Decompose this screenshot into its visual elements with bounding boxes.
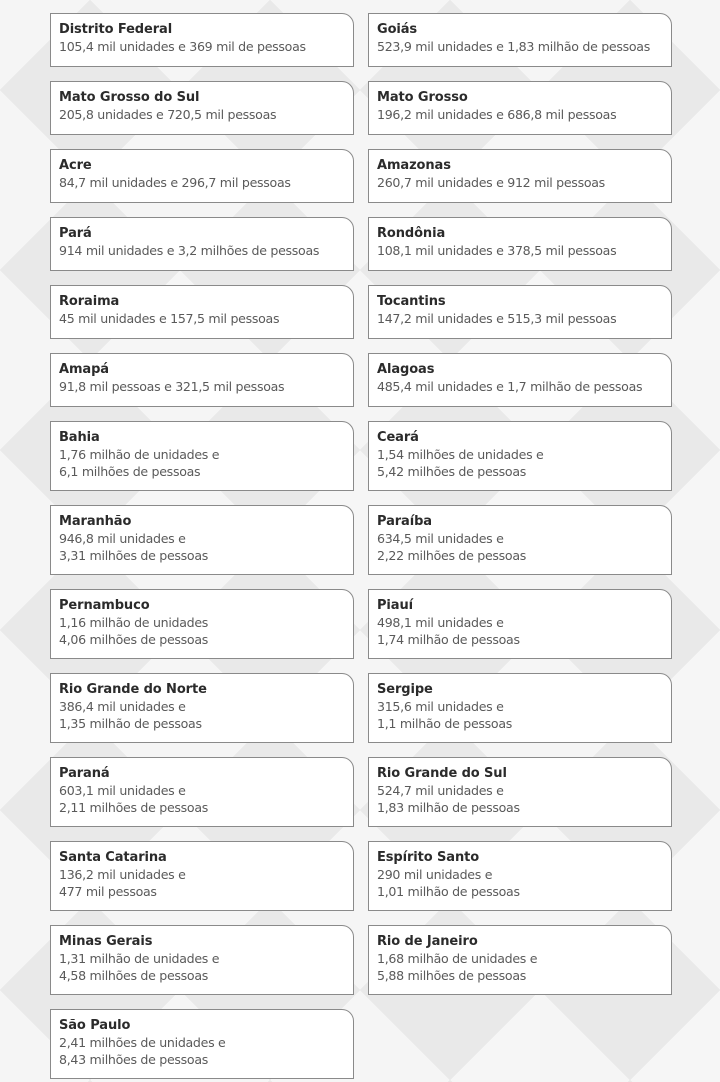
state-stats-line: 1,83 milhão de pessoas: [377, 800, 520, 815]
state-stats-line: 386,4 mil unidades e: [59, 699, 186, 714]
state-card: [50, 925, 354, 995]
state-stats-line: 147,2 mil unidades e 515,3 mil pessoas: [377, 311, 617, 326]
state-card: [50, 1009, 354, 1079]
state-name: Pará: [59, 226, 92, 241]
state-stats-line: 4,58 milhões de pessoas: [59, 968, 209, 983]
state-stats-line: 1,31 milhão de unidades e: [59, 951, 220, 966]
state-stats-line: 523,9 mil unidades e 1,83 milhão de pessoas: [377, 39, 650, 54]
state-card: [50, 353, 354, 407]
state-card: [368, 841, 672, 911]
state-name: Ceará: [377, 430, 419, 445]
state-card: [50, 149, 354, 203]
state-card: [50, 673, 354, 743]
state-name: Paraná: [59, 766, 110, 781]
state-name: Santa Catarina: [59, 850, 167, 865]
state-stats-line: 1,35 milhão de pessoas: [59, 716, 202, 731]
state-card: [50, 505, 354, 575]
state-card: [50, 217, 354, 271]
state-stats-line: 2,11 milhões de pessoas: [59, 800, 209, 815]
state-stats-line: 946,8 mil unidades e: [59, 531, 186, 546]
state-card: [368, 217, 672, 271]
state-stats-line: 5,88 milhões de pessoas: [377, 968, 527, 983]
state-stats-line: 1,54 milhões de unidades e: [377, 447, 544, 462]
state-card: [368, 421, 672, 491]
state-name: Sergipe: [377, 682, 433, 697]
state-card: [368, 925, 672, 995]
state-stats-line: 6,1 milhões de pessoas: [59, 464, 201, 479]
state-stats-line: 1,76 milhão de unidades e: [59, 447, 220, 462]
state-card: [50, 421, 354, 491]
state-name: São Paulo: [59, 1018, 131, 1033]
state-name: Amazonas: [377, 158, 451, 173]
state-card: [50, 285, 354, 339]
state-stats-line: 108,1 mil unidades e 378,5 mil pessoas: [377, 243, 617, 258]
state-card: [368, 589, 672, 659]
state-stats-line: 1,74 milhão de pessoas: [377, 632, 520, 647]
state-name: Bahia: [59, 430, 100, 445]
state-stats-line: 8,43 milhões de pessoas: [59, 1052, 209, 1067]
state-name: Distrito Federal: [59, 22, 173, 37]
state-stats-line: 1,01 milhão de pessoas: [377, 884, 520, 899]
state-card: [368, 81, 672, 135]
state-card: [368, 353, 672, 407]
state-stats-line: 84,7 mil unidades e 296,7 mil pessoas: [59, 175, 291, 190]
state-card: [50, 81, 354, 135]
state-name: Acre: [59, 158, 92, 173]
state-stats-line: 1,68 milhão de unidades e: [377, 951, 538, 966]
state-stats-line: 91,8 mil pessoas e 321,5 mil pessoas: [59, 379, 285, 394]
state-card: [368, 285, 672, 339]
state-name: Tocantins: [377, 294, 446, 309]
state-stats-line: 2,41 milhões de unidades e: [59, 1035, 226, 1050]
state-stats-line: 914 mil unidades e 3,2 milhões de pessoas: [59, 243, 320, 258]
state-stats-line: 45 mil unidades e 157,5 mil pessoas: [59, 311, 280, 326]
state-name: Goiás: [377, 22, 418, 37]
state-stats-line: 3,31 milhões de pessoas: [59, 548, 209, 563]
state-name: Minas Gerais: [59, 934, 153, 949]
state-stats-line: 498,1 mil unidades e: [377, 615, 504, 630]
state-stats-line: 634,5 mil unidades e: [377, 531, 504, 546]
state-name: Maranhão: [59, 514, 132, 529]
state-stats-line: 205,8 unidades e 720,5 mil pessoas: [59, 107, 277, 122]
state-card: [50, 13, 354, 67]
state-card: [50, 841, 354, 911]
state-name: Rio Grande do Norte: [59, 682, 207, 697]
state-name: Rondônia: [377, 226, 446, 241]
state-stats-line: 290 mil unidades e: [377, 867, 493, 882]
state-card: [50, 757, 354, 827]
state-card: [368, 149, 672, 203]
state-name: Mato Grosso: [377, 90, 468, 105]
state-stats-line: 4,06 milhões de pessoas: [59, 632, 209, 647]
state-name: Rio Grande do Sul: [377, 766, 507, 781]
state-stats-line: 136,2 mil unidades e: [59, 867, 186, 882]
state-card: [368, 673, 672, 743]
state-stats-line: 5,42 milhões de pessoas: [377, 464, 527, 479]
state-stats-line: 477 mil pessoas: [59, 884, 157, 899]
state-name: Roraima: [59, 294, 120, 309]
state-stats-line: 1,16 milhão de unidades: [59, 615, 209, 630]
state-name: Mato Grosso do Sul: [59, 90, 200, 105]
state-stats-line: 524,7 mil unidades e: [377, 783, 504, 798]
state-name: Pernambuco: [59, 598, 150, 613]
state-card: [368, 757, 672, 827]
state-stats-line: 260,7 mil unidades e 912 mil pessoas: [377, 175, 605, 190]
state-card: [50, 589, 354, 659]
state-name: Piauí: [377, 598, 413, 613]
state-stats-line: 105,4 mil unidades e 369 mil de pessoas: [59, 39, 306, 54]
state-stats-line: 315,6 mil unidades e: [377, 699, 504, 714]
state-name: Amapá: [59, 362, 109, 377]
state-stats-line: 2,22 milhões de pessoas: [377, 548, 527, 563]
state-name: Paraíba: [377, 514, 432, 529]
state-name: Alagoas: [377, 362, 435, 377]
state-stats-line: 603,1 mil unidades e: [59, 783, 186, 798]
state-name: Rio de Janeiro: [377, 934, 478, 949]
state-stats-line: 485,4 mil unidades e 1,7 milhão de pessoas: [377, 379, 643, 394]
state-card: [368, 13, 672, 67]
state-stats-line: 1,1 milhão de pessoas: [377, 716, 512, 731]
state-name: Espírito Santo: [377, 850, 480, 865]
state-stats-line: 196,2 mil unidades e 686,8 mil pessoas: [377, 107, 617, 122]
state-card: [368, 505, 672, 575]
